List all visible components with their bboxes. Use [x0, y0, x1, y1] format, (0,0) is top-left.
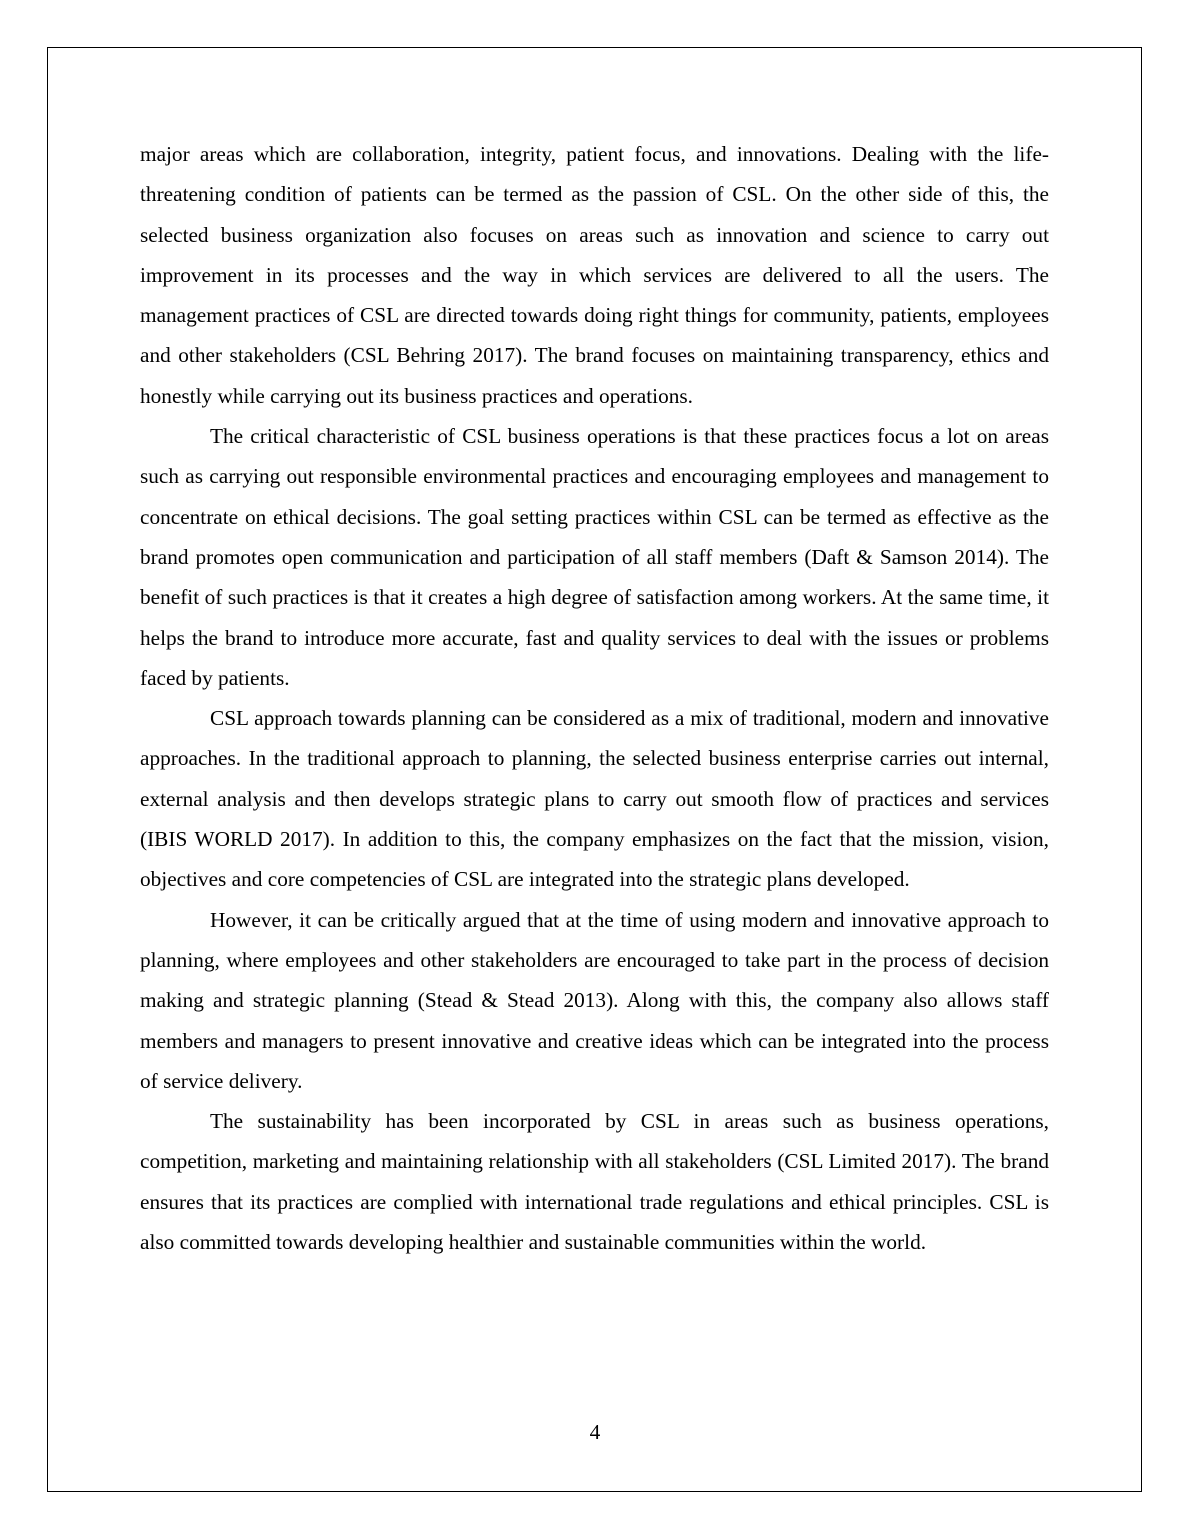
paragraph-3: CSL approach towards planning can be considered as a mix of traditional, modern and innovative approaches. In the traditional approach to planning, the selected business enterprise carries out internal, external analysis and then develops strategic plans to carry out smooth flow of practices and services (IBIS WORLD 2017). In addition to this, the company emphasizes on the fact that the mission, vision, objectives and core competencies of CSL are integrated into the strategic plans developed.	[140, 706, 1049, 892]
page-number: 4	[589, 1420, 601, 1444]
paragraph-2: The critical characteristic of CSL business operations is that these practices focus a lot on areas such as carrying out responsible environmental practices and encouraging employees and management to concentrate on ethical decisions. The goal setting practices within CSL can be termed as effective as the brand promotes open communication and participation of all staff members (Daft & Samson 2014). The benefit of such practices is that it creates a high degree of satisfaction among workers. At the same time, it helps the brand to introduce more accurate, fast and quality services to deal with the issues or problems faced by patients.	[140, 424, 1049, 690]
paragraph-4: However, it can be critically argued that at the time of using modern and innovative approach to planning, where employees and other stakeholders are encouraged to take part in the process of decision making and strategic planning (Stead & Stead 2013). Along with this, the company also allows staff members and managers to present innovative and creative ideas which can be integrated into the process of service delivery.	[140, 907, 1049, 1093]
paragraph-5: The sustainability has been incorporated by CSL in areas such as business operations, competition, marketing and maintaining relationship with all stakeholders (CSL Limited 2017). The brand ensures that its practices are complied with international trade regulations and ethical principles. CSL is also committed towards developing healthier and sustainable communities within the world.	[140, 1109, 1049, 1255]
paragraph-1: major areas which are collaboration, integrity, patient focus, and innovations. Dealing with the life-threatening condition of patients can be termed as the passion of CSL. On the other side of this, the selected business organization also focuses on areas such as innovation and science to carry out improvement in its processes and the way in which services are delivered to all the users. The management practices of CSL are directed towards doing right things for community, patients, employees and other stakeholders (CSL Behring 2017). The brand focuses on maintaining transparency, ethics and honestly while carrying out its business practices and operations.	[140, 142, 1049, 408]
document-body	[140, 134, 1049, 1262]
